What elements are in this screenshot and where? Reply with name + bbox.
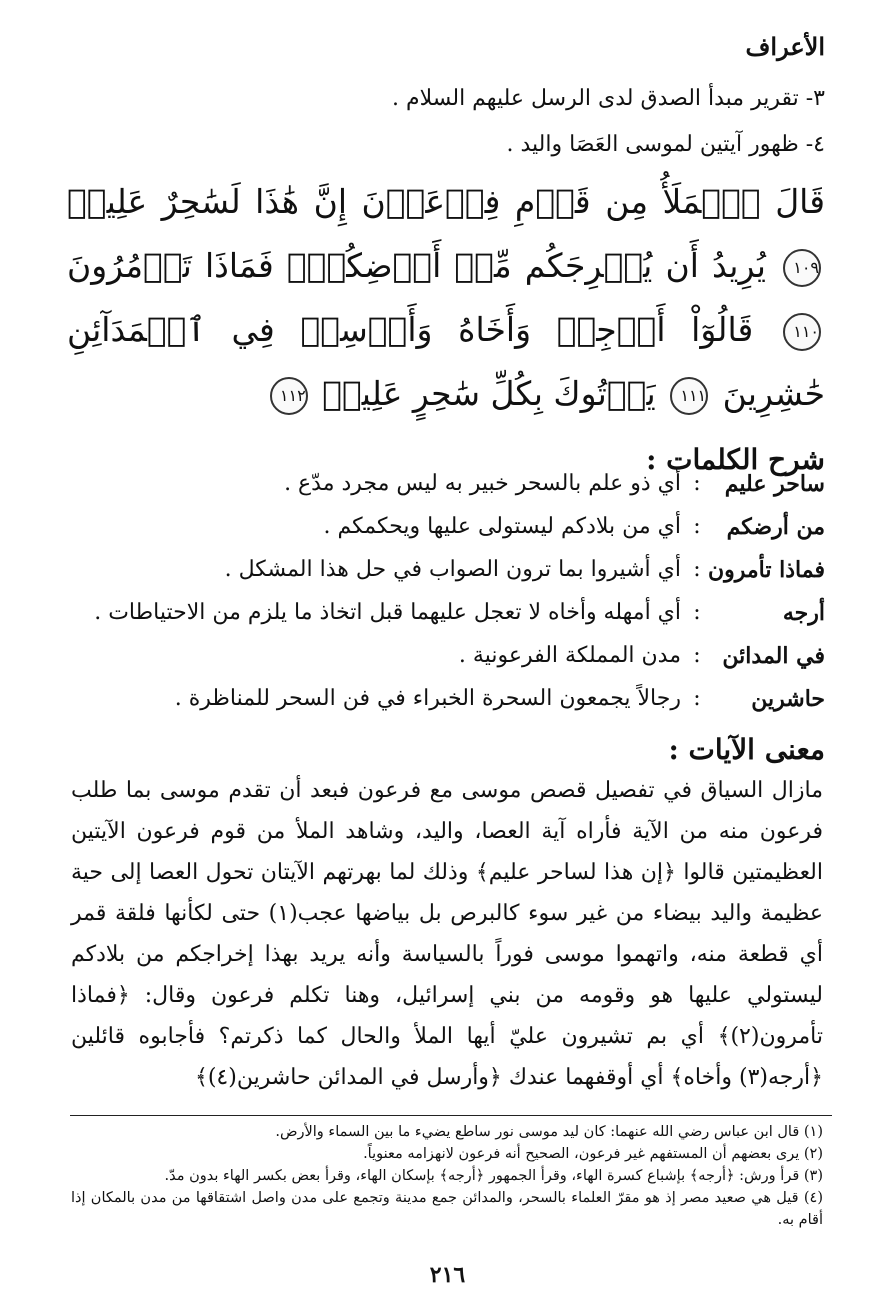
footnote-3: (٣) قرأ ورش: ﴿أرجه﴾ بإشباع كسرة الهاء، وقرأ الجمهور ﴿أرجه﴾ بإسكان الهاء، وقرأ بعض بكسر الهاء بدون مدّ. <box>164 1168 823 1184</box>
vocab-colon: : <box>693 514 701 539</box>
footnotes <box>71 1121 823 1231</box>
vocab-definition: مدن المملكة الفرعونية . <box>458 643 681 668</box>
vocab-row <box>65 677 825 720</box>
vocab-definition: أي أمهله وأخاه لا تعجل عليهما قبل اتخاذ ما يلزم من الاحتياطات . <box>94 600 681 625</box>
verse-number-111: ١١١ <box>670 377 708 415</box>
point-3: ٣- تقرير مبدأ الصدق لدى الرسل عليهم السلام . <box>392 86 825 111</box>
verse-number-110: ١١٠ <box>783 313 821 351</box>
page-number: ٢١٦ <box>429 1262 466 1288</box>
meaning-section-title: معنى الآيات : <box>668 733 825 766</box>
vocab-definition: أي من بلادكم ليستولى عليها ويحكمكم . <box>323 514 681 539</box>
vocab-term: حاشرين <box>751 685 825 712</box>
verse-number-109: ١٠٩ <box>783 249 821 287</box>
vocab-row <box>65 548 825 591</box>
verse-111-text: قَالُوٓاْ أَرۡجِهۡ وَأَخَاهُ وَأَرۡسِلۡ فِي ٱلۡمَدَآئِنِ حَٰشِرِينَ <box>67 310 825 413</box>
verse-109-text: قَالَ ٱلۡمَلَأُ مِن قَوۡمِ فِرۡعَوۡنَ إِنَّ هَٰذَا لَسَٰحِرٌ عَلِيمٞ <box>67 182 825 221</box>
vocab-term: في المدائن <box>722 642 825 669</box>
vocab-colon: : <box>693 557 701 582</box>
vocab-term: ساحر عليم <box>724 470 825 497</box>
quran-verses <box>67 170 825 426</box>
vocab-definition: أي ذو علم بالسحر خبير به ليس مجرد مدّع . <box>284 471 681 496</box>
vocab-colon: : <box>693 686 701 711</box>
vocab-term: من أرضكم <box>726 513 825 540</box>
vocab-definition: رجالاً يجمعون السحرة الخبراء في فن السحر للمناظرة . <box>174 686 681 711</box>
vocab-row <box>65 462 825 505</box>
vocab-row <box>65 591 825 634</box>
footnote-separator <box>70 1115 832 1116</box>
surah-title: الأعراف <box>745 32 825 61</box>
vocab-row <box>65 505 825 548</box>
vocab-section-title: شرح الكلمات : <box>646 443 825 476</box>
footnote-2: (٢) يرى بعضهم أن المستفهم غير فرعون، الصحيح أنه فرعون لانهزامه معنوياً. <box>363 1146 823 1162</box>
point-4: ٤- ظهور آيتين لموسى العَصَا واليد . <box>506 132 825 157</box>
vocab-colon: : <box>693 600 701 625</box>
verse-112-text: يَأۡتُوكَ بِكُلِّ سَٰحِرٍ عَلِيمٖ <box>322 374 656 413</box>
verse-110-text: يُرِيدُ أَن يُخۡرِجَكُم مِّنۡ أَرۡضِكُمۡۖ فَمَاذَا تَأۡمُرُونَ <box>67 246 766 285</box>
vocab-colon: : <box>693 643 701 668</box>
vocab-colon: : <box>693 471 701 496</box>
vocab-term: أرجه <box>782 599 825 626</box>
verse-number-112: ١١٢ <box>270 377 308 415</box>
footnote-4: (٤) قيل هي صعيد مصر إذ هو مقرّ العلماء بالسحر، والمدائن جمع مدينة وتجمع على مدن واصل اشتقاقها من مدن بالمكان إذا أقام به. <box>71 1190 823 1228</box>
vocab-definition: أي أشيروا بما ترون الصواب في حل هذا المشكل . <box>224 557 681 582</box>
vocab-term: فماذا تأمرون <box>707 556 825 583</box>
meaning-paragraph: مازال السياق في تفصيل قصص موسى مع فرعون فبعد أن تقدم موسى بما طلب فرعون منه من الآية فأراه آية العصا، واليد، وشاهد الملأ من قوم فرعون الآيتين العظيمتين قالوا ﴿إن هذا لساحر عليم﴾ وذلك لما بهرتهم الآيتان تحول العصا إلى حية عظيمة واليد بيضاء من غير سوء كالبرص بل بياضها عجب(١) حتى لكأنها فلقة قمر أي قطعة منه، واتهموا موسى فوراً بالسياسة وأنه يريد بهذا إخراجكم من بلادكم ليستولي عليها هو وقومه من بني إسرائيل، وهنا تكلم فرعون وقال: ﴿فماذا تأمرون(٢)﴾ أي بم تشيرون عليّ أيها الملأ والحال كما ذكرتم؟ فأجابوه قائلين ﴿أرجه(٣) وأخاه﴾ أي أوقفهما عندك ﴿وأرسل في المدائن حاشرين(٤)﴾ <box>71 778 823 1090</box>
footnote-1: (١) قال ابن عباس رضي الله عنهما: كان ليد موسى نور ساطع يضيء ما بين السماء والأرض. <box>275 1124 823 1140</box>
vocab-list <box>65 462 825 720</box>
vocab-row <box>65 634 825 677</box>
